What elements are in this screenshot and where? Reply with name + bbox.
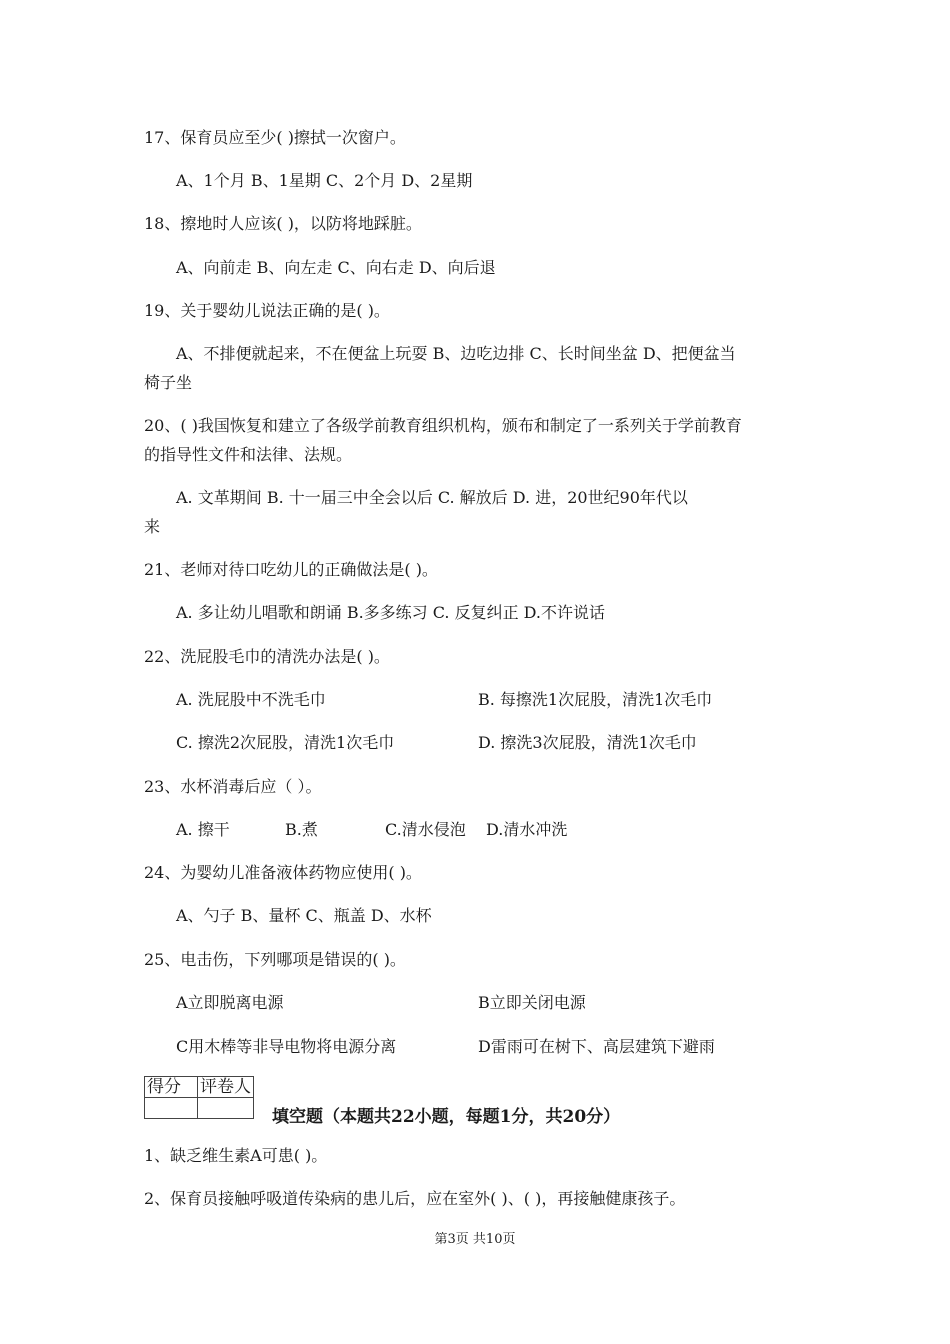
score-cell <box>145 1098 198 1119</box>
section-title: 填空题（本题共22小题，每题1分，共20分） <box>272 1107 621 1127</box>
question-17-options: A、1个月 B、1星期 C、2个月 D、2星期 <box>176 171 473 190</box>
question-19-options-cont: 椅子坐 <box>144 373 193 392</box>
score-table <box>144 1076 254 1119</box>
question-20-stem: 20、( )我国恢复和建立了各级学前教育组织机构，颁布和制定了一系列关于学前教育 <box>144 416 742 435</box>
question-23-option-a: A. 擦干 <box>176 820 230 839</box>
question-23-option-d: D.清水冲洗 <box>486 820 568 839</box>
question-20-options-cont: 来 <box>144 517 161 536</box>
question-25-option-b: B立即关闭电源 <box>478 993 586 1012</box>
question-25-option-a: A立即脱离电源 <box>176 993 284 1012</box>
question-22-option-b: B. 每擦洗1次屁股，清洗1次毛巾 <box>478 690 713 709</box>
question-19-stem: 19、关于婴幼儿说法正确的是( )。 <box>144 301 390 320</box>
question-22-option-d: D. 擦洗3次屁股，清洗1次毛巾 <box>478 733 697 752</box>
question-22-stem: 22、洗屁股毛巾的清洗办法是( )。 <box>144 647 390 666</box>
question-21-stem: 21、老师对待口吃幼儿的正确做法是( )。 <box>144 560 438 579</box>
question-21-options: A. 多让幼儿唱歌和朗诵 B.多多练习 C. 反复纠正 D.不许说话 <box>176 603 606 622</box>
question-18-options: A、向前走 B、向左走 C、向右走 D、向后退 <box>176 258 496 277</box>
question-23-option-b: B.煮 <box>285 820 318 839</box>
score-label: 得分 <box>145 1077 198 1098</box>
grader-cell <box>198 1098 254 1119</box>
question-19-options: A、不排便就起来，不在便盆上玩耍 B、边吃边排 C、长时间坐盆 D、把便盆当 <box>176 344 736 363</box>
question-22-option-a: A. 洗屁股中不洗毛巾 <box>176 690 326 709</box>
question-25-option-d: D雷雨可在树下、高层建筑下避雨 <box>478 1037 715 1056</box>
question-25-stem: 25、电击伤，下列哪项是错误的( )。 <box>144 950 406 969</box>
question-23-option-c: C.清水侵泡 <box>385 820 466 839</box>
fill-question-2: 2、保育员接触呼吸道传染病的患儿后，应在室外( )、( )，再接触健康孩子。 <box>144 1189 686 1208</box>
question-23-stem: 23、水杯消毒后应（ ）。 <box>144 777 322 796</box>
question-20-stem-cont: 的指导性文件和法律、法规。 <box>144 445 353 464</box>
question-22-option-c: C. 擦洗2次屁股，清洗1次毛巾 <box>176 733 395 752</box>
question-25-option-c: C用木棒等非导电物将电源分离 <box>176 1037 397 1056</box>
question-20-options: A. 文革期间 B. 十一届三中全会以后 C. 解放后 D. 进，20世纪90年代以 <box>176 488 688 507</box>
question-24-options: A、勺子 B、量杯 C、瓶盖 D、水杯 <box>176 906 432 925</box>
page-number: 第3页 共10页 <box>434 1232 516 1247</box>
question-17-stem: 17、保育员应至少( )擦拭一次窗户。 <box>144 128 406 147</box>
question-18-stem: 18、擦地时人应该( )，以防将地踩脏。 <box>144 214 422 233</box>
fill-question-1: 1、缺乏维生素A可患( )。 <box>144 1146 328 1165</box>
question-24-stem: 24、为婴幼儿准备液体药物应使用( )。 <box>144 863 422 882</box>
grader-label: 评卷人 <box>198 1077 254 1098</box>
